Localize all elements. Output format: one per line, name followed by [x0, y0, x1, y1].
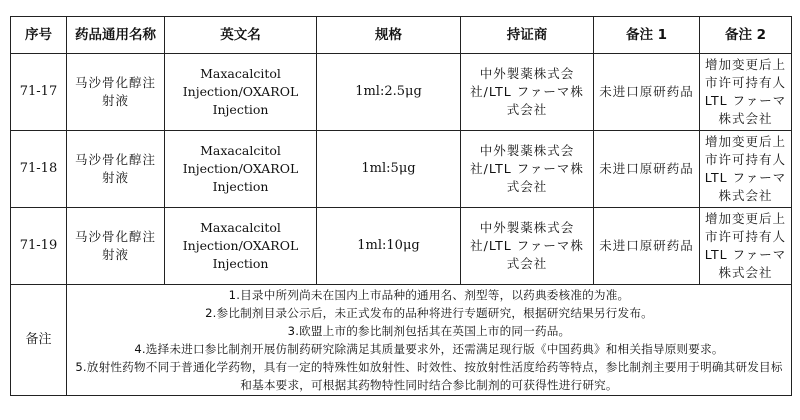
- en-name-line: Injection: [212, 102, 269, 117]
- note-item: 2.参比制剂目录公示后，未正式发布的品种将进行专题研究，根据研究结果另行发布。: [205, 306, 653, 320]
- reference-drug-table: [10, 16, 792, 396]
- en-name-line: Maxacalcitol: [200, 66, 281, 81]
- row-index: 71-18: [11, 131, 67, 208]
- row-index: 71-19: [11, 208, 67, 285]
- table-row: [11, 54, 792, 131]
- drug-cn-name: 马沙骨化醇注射液: [67, 131, 165, 208]
- license-holder: 中外製薬株式会社/LTL ファーマ株式会社: [461, 131, 594, 208]
- en-name-line: Injection: [212, 256, 269, 271]
- drug-cn-name: 马沙骨化醇注射液: [67, 54, 165, 131]
- en-name-line: Injection/OXAROL: [182, 238, 299, 253]
- drug-spec: 1ml:2.5μg: [317, 54, 461, 131]
- notes-cell: [67, 285, 792, 396]
- notes-label: 备注: [11, 285, 67, 396]
- remark-1: 未进口原研药品: [594, 208, 700, 285]
- en-name-line: Injection: [212, 179, 269, 194]
- drug-spec: 1ml:5μg: [317, 131, 461, 208]
- note-item: 4.选择未进口参比制剂开展仿制药研究除满足其质量要求外，还需满足现行版《中国药典》和相关指导原则要求。: [134, 342, 724, 356]
- en-name-line: Maxacalcitol: [200, 220, 281, 235]
- drug-cn-name: 马沙骨化醇注射液: [67, 208, 165, 285]
- table-row: [11, 208, 792, 285]
- remark-1: 未进口原研药品: [594, 131, 700, 208]
- table-row: [11, 131, 792, 208]
- note-item: 3.欧盟上市的参比制剂包括其在英国上市的同一药品。: [287, 324, 571, 338]
- document-page: [10, 16, 791, 396]
- header-cell-remark-2: 备注 2: [700, 17, 792, 54]
- license-holder: 中外製薬株式会社/LTL ファーマ株式会社: [461, 208, 594, 285]
- header-cell-index: 序号: [11, 17, 67, 54]
- license-holder: 中外製薬株式会社/LTL ファーマ株式会社: [461, 54, 594, 131]
- en-name-line: Injection/OXAROL: [182, 84, 299, 99]
- remark-1: 未进口原研药品: [594, 54, 700, 131]
- header-cell-spec: 规格: [317, 17, 461, 54]
- remark-2: 增加变更后上市许可持有人 LTL ファーマ株式会社: [700, 208, 792, 285]
- note-item: 1.目录中所列尚未在国内上市品种的通用名、剂型等，以药典委核准的为准。: [228, 288, 630, 302]
- header-cell-holder: 持证商: [461, 17, 594, 54]
- drug-en-name: [165, 208, 317, 285]
- header-cell-en-name: 英文名: [165, 17, 317, 54]
- header-row: [11, 17, 792, 54]
- en-name-line: Injection/OXAROL: [182, 161, 299, 176]
- drug-en-name: [165, 54, 317, 131]
- en-name-line: Maxacalcitol: [200, 143, 281, 158]
- drug-en-name: [165, 131, 317, 208]
- row-index: 71-17: [11, 54, 67, 131]
- header-cell-remark-1: 备注 1: [594, 17, 700, 54]
- remark-2: 增加变更后上市许可持有人 LTL ファーマ株式会社: [700, 54, 792, 131]
- remark-2: 增加变更后上市许可持有人 LTL ファーマ株式会社: [700, 131, 792, 208]
- header-cell-cn-name: 药品通用名称: [67, 17, 165, 54]
- note-item: 5.放射性药物不同于普通化学药物，具有一定的特殊性如放射性、时效性、按放射性活度给药等特点，参比制剂主要用于明确其研发目标和基本要求，可根据其药物特性同时结合参比制剂的可获得性进行研究。: [75, 360, 783, 392]
- drug-spec: 1ml:10μg: [317, 208, 461, 285]
- notes-row: [11, 285, 792, 396]
